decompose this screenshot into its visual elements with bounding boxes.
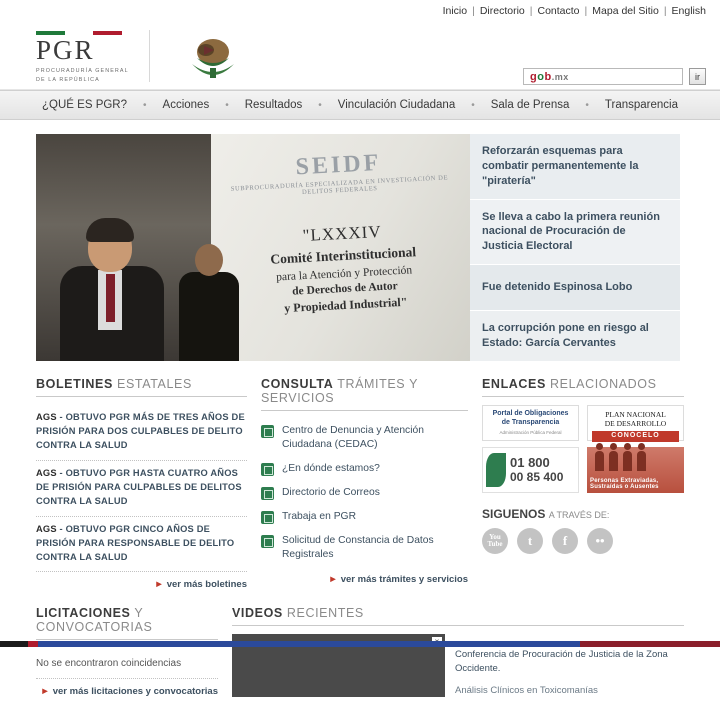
consulta-more-label: ver más trámites y servicios xyxy=(340,573,468,585)
enlaces-column xyxy=(468,377,684,590)
content-columns xyxy=(36,377,684,590)
logo-subtitle-line2: DE LA REPÚBLICA xyxy=(36,76,100,83)
headline-item[interactable]: La corrupción pone en riesgo al Estado: García Cervantes xyxy=(470,311,680,361)
boletin-text: - OBTUVO PGR CINCO AÑOS DE PRISIÓN PARA RESPONSABLE DE DELITO CONTRA LA SALUD xyxy=(36,523,235,562)
licitaciones-heading-bold: LICITACIONES xyxy=(36,606,131,621)
hero-banner-line1: "LXXXIV xyxy=(302,221,383,246)
coat-of-arms-icon xyxy=(176,28,250,84)
licitaciones-empty-message: No se encontraron coincidencias xyxy=(36,648,218,679)
boletines-heading-bold: BOLETINES xyxy=(36,377,113,391)
gobmx-watermark: gob.mx xyxy=(530,70,569,83)
hero-banner-subtitle: SUBPROCURADURÍA ESPECIALIZADA EN INVESTIGACIÓN DE DELITOS FEDERALES xyxy=(230,174,449,197)
hero-person-secondary xyxy=(179,244,239,361)
consulta-item-label: ¿En dónde estamos? xyxy=(281,462,380,474)
document-icon xyxy=(261,487,274,500)
cedac-leaf-icon xyxy=(486,453,506,487)
siguenos-heading-bold: SIGUENOS xyxy=(482,507,546,521)
utility-sep: | xyxy=(529,5,533,17)
search-submit-button[interactable]: ir xyxy=(689,68,706,85)
videos-heading-light: RECIENTES xyxy=(286,606,364,621)
siguenos-heading-light: A TRAVÉS DE: xyxy=(548,510,610,520)
boletines-column xyxy=(36,377,247,590)
nav-separator: • xyxy=(143,99,147,111)
nav-item-que-es-pgr[interactable]: ¿QUÉ ES PGR? xyxy=(42,99,128,111)
header-divider xyxy=(149,30,150,82)
consulta-item[interactable] xyxy=(261,419,468,457)
logo-subtitle xyxy=(36,67,145,83)
consulta-item-label: Trabaja en PGR xyxy=(281,510,357,522)
hero-section xyxy=(36,134,684,361)
hero-banner-line4: de Derechos de Autor xyxy=(291,280,398,298)
consulta-item[interactable] xyxy=(261,481,468,505)
consulta-item[interactable] xyxy=(261,529,468,567)
main-nav xyxy=(0,90,720,120)
nav-item-acciones[interactable]: Acciones xyxy=(162,99,210,111)
video-list-item[interactable]: Conferencia de Procuración de Justicia de la Zona Occidente. xyxy=(455,649,668,675)
facebook-icon[interactable]: f xyxy=(552,528,578,554)
logo-wordmark: PGR xyxy=(36,35,95,66)
nav-item-sala-de-prensa[interactable]: Sala de Prensa xyxy=(490,99,570,111)
twitter-icon[interactable]: t xyxy=(517,528,543,554)
youtube-glyph-1: You xyxy=(489,533,501,541)
desaparecidas-line2: Sustraídas o Ausentes xyxy=(590,484,659,490)
consulta-item-label: Directorio de Correos xyxy=(281,486,380,498)
pnd-badge: CONÓCELO xyxy=(592,431,679,442)
flickr-icon[interactable]: •• xyxy=(587,528,613,554)
consulta-more-link[interactable] xyxy=(261,567,468,585)
consulta-column xyxy=(247,377,468,590)
enlaces-heading-light: RELACIONADOS xyxy=(550,377,657,391)
boletin-item[interactable] xyxy=(36,517,247,573)
footer-color-strip xyxy=(0,641,720,647)
headline-item[interactable]: Se lleva a cabo la primera reunión nacional de Procuración de Justicia Electoral xyxy=(470,200,680,266)
boletines-more-label: ver más boletines xyxy=(166,579,247,591)
licitaciones-column xyxy=(36,606,218,705)
document-icon xyxy=(261,463,274,476)
cedac-phone-banner[interactable] xyxy=(482,447,579,493)
nav-item-resultados[interactable]: Resultados xyxy=(244,99,303,111)
nav-separator: • xyxy=(225,99,229,111)
portal-transparencia-banner[interactable] xyxy=(482,405,579,441)
logo-subtitle-line1: PROCURADURÍA GENERAL xyxy=(36,68,129,75)
boletines-more-link[interactable] xyxy=(36,572,247,590)
utility-link-contacto[interactable]: Contacto xyxy=(537,5,580,17)
cedac-phone-line2: 00 85 400 xyxy=(510,469,564,484)
hero-image[interactable] xyxy=(36,134,470,361)
boletin-state-prefix: AGS xyxy=(36,467,57,478)
document-icon xyxy=(261,511,274,524)
hero-banner-line2: Comité Interinstitucional xyxy=(269,244,417,267)
licitaciones-heading-light: Y CONVOCATORIAS xyxy=(36,606,153,635)
utility-link-inicio[interactable]: Inicio xyxy=(442,5,468,17)
licitaciones-more-link[interactable] xyxy=(36,679,218,697)
consulta-item[interactable] xyxy=(261,457,468,481)
consulta-heading-light: TRÁMITES Y SERVICIOS xyxy=(260,377,418,405)
arrow-right-icon: ► xyxy=(328,573,338,585)
hero-banner-line5: y Propiedad Industrial" xyxy=(283,294,408,316)
arrow-right-icon: ► xyxy=(154,579,164,591)
boletin-text: - OBTUVO PGR HASTA CUATRO AÑOS DE PRISIÓN PARA CULPABLES DE DELITOS CONTRA LA SALUD xyxy=(36,467,242,506)
enlaces-banners-row-1 xyxy=(482,405,684,441)
utility-sep: | xyxy=(584,5,588,17)
utility-link-mapa-del-sitio[interactable]: Mapa del Sitio xyxy=(592,5,659,17)
licitaciones-heading xyxy=(36,606,218,640)
cedac-phone-number xyxy=(510,456,563,483)
enlaces-heading-bold: ENLACES xyxy=(482,377,546,391)
enlaces-banners-row-2 xyxy=(482,447,684,493)
pnd-line2: DE DESARROLLO xyxy=(604,419,667,429)
boletin-state-prefix: AGS xyxy=(36,412,57,422)
videos-heading xyxy=(232,606,684,626)
utility-link-directorio[interactable]: Directorio xyxy=(479,5,525,17)
boletin-item[interactable] xyxy=(36,405,247,461)
boletin-text: - OBTUVO PGR MÁS DE TRES AÑOS DE PRISIÓN PARA DOS CULPABLES DE DELITO CONTRA LA SALUD xyxy=(36,412,245,450)
plan-nacional-desarrollo-banner[interactable] xyxy=(587,405,684,441)
consulta-item[interactable] xyxy=(261,505,468,529)
siguenos-heading xyxy=(482,507,684,521)
site-header xyxy=(0,22,720,90)
hero-banner-text xyxy=(218,146,466,319)
videos-heading-bold: VIDEOS xyxy=(232,606,283,621)
search-input[interactable] xyxy=(523,68,683,85)
people-icon xyxy=(595,451,646,471)
boletines-heading xyxy=(36,377,247,397)
consulta-item-label: Centro de Denuncia y Atención Ciudadana (CEDAC) xyxy=(281,425,424,450)
document-icon xyxy=(261,535,274,548)
enlaces-heading xyxy=(482,377,684,397)
licitaciones-more-label: ver más licitaciones y convocatorias xyxy=(52,686,218,698)
consulta-item-label: Solicitud de Constancia de Datos Registrales xyxy=(281,534,434,560)
cedac-phone-line1: 01 800 xyxy=(510,455,550,471)
boletines-heading-light: ESTATALES xyxy=(117,377,192,391)
youtube-glyph-2: Tube xyxy=(487,540,503,548)
pgr-logo[interactable] xyxy=(0,27,145,83)
video-list-item[interactable]: Análisis Clínicos en Toxicomanías xyxy=(455,684,598,696)
document-icon xyxy=(261,425,274,438)
consulta-heading-bold: CONSULTA xyxy=(260,377,334,391)
hero-banner-line3: para la Atención y Protección xyxy=(275,264,413,284)
nav-item-vinculacion-ciudadana[interactable]: Vinculación Ciudadana xyxy=(337,99,456,111)
boletin-state-prefix: AGS xyxy=(36,523,57,534)
utility-sep: | xyxy=(472,5,475,17)
arrow-right-icon: ► xyxy=(40,686,50,698)
bottom-section xyxy=(36,606,684,705)
utility-sep: | xyxy=(663,5,667,17)
boletin-item[interactable] xyxy=(36,461,247,517)
utility-nav xyxy=(0,0,720,22)
hero-person-primary xyxy=(58,222,170,361)
pnd-line1: PLAN NACIONAL xyxy=(605,410,666,419)
portal-line3: Administración Pública Federal xyxy=(499,429,562,435)
utility-link-english[interactable]: English xyxy=(671,5,706,17)
social-links xyxy=(482,528,684,554)
search-area xyxy=(523,68,706,85)
videos-column xyxy=(218,606,684,705)
portal-line2: de Transparencia xyxy=(501,418,560,426)
hero-headlines xyxy=(470,134,680,361)
desaparecidas-line1: Personas Extraviadas, xyxy=(590,478,659,484)
headline-item[interactable]: Fue detenido Espinosa Lobo xyxy=(470,265,680,311)
consulta-heading xyxy=(261,377,468,411)
nav-separator: • xyxy=(471,99,475,111)
headline-item[interactable]: Reforzarán esquemas para combatir permanentemente la "piratería" xyxy=(470,134,680,200)
nav-separator: • xyxy=(318,99,322,111)
portal-line1: Portal de Obligaciones xyxy=(492,410,569,417)
hero-banner-acronym: SEIDF xyxy=(295,149,382,181)
nav-item-transparencia[interactable]: Transparencia xyxy=(604,99,678,111)
youtube-icon[interactable] xyxy=(482,528,508,554)
personas-desaparecidas-banner[interactable] xyxy=(587,447,684,493)
nav-separator: • xyxy=(585,99,589,111)
